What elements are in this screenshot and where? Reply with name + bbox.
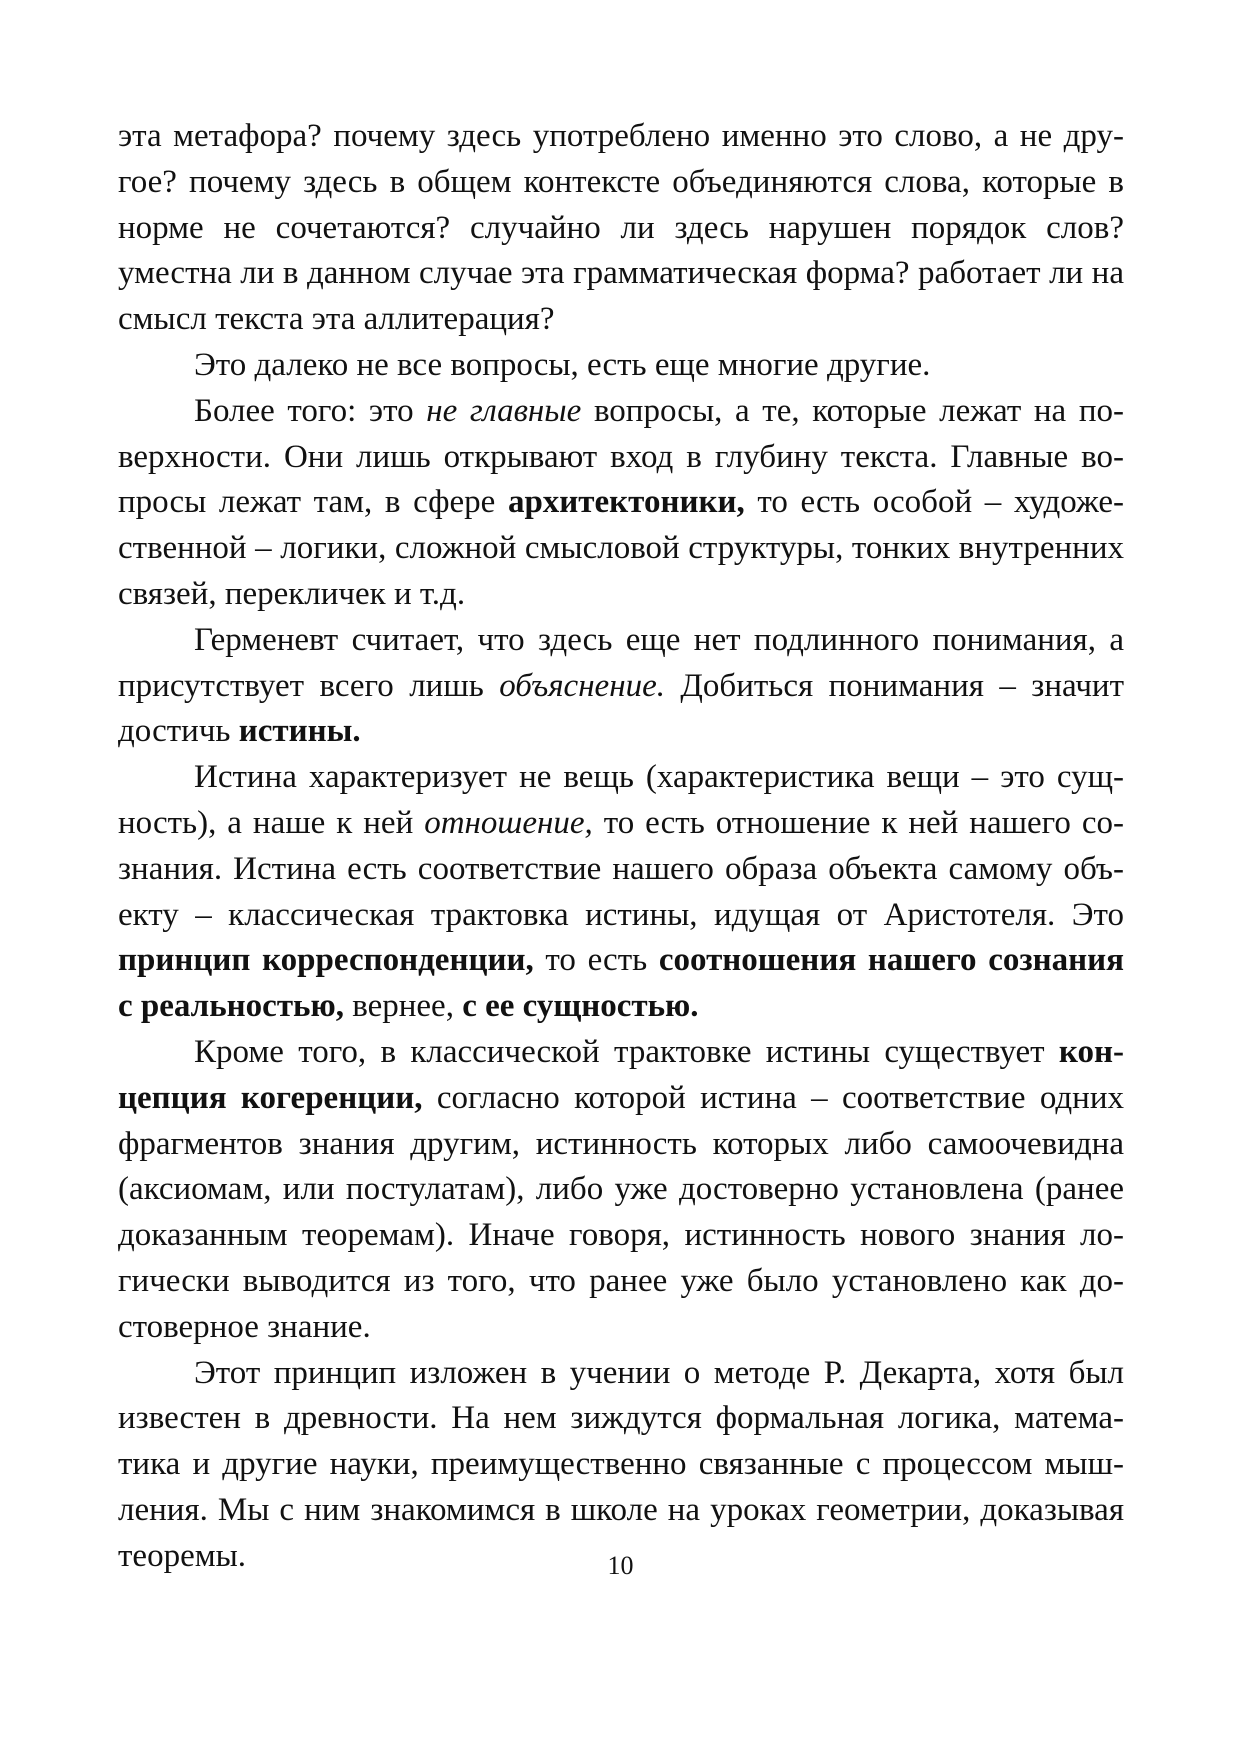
paragraph-6-bold-term: концепция когеренции, [118,1033,1124,1116]
paragraph-4 [118,618,1124,755]
page-number: 10 [607,1551,634,1580]
paragraph-4-text-1: Герменевт считает, что здесь еще нет подлинного понимания, а присутствует всего лишь [118,621,1124,704]
paragraph-5-text-3: то есть [533,942,659,979]
paragraph-3-bold-term: архитектоники, [507,484,745,521]
paragraph-2 [118,343,1124,389]
paragraph-5-bold-term-1: принцип корреспонденции, [118,942,534,979]
paragraph-3-italic-term: не главные [426,392,582,429]
paragraph-3 [118,389,1124,618]
paragraph-5-bold-term-2: соотношения нашего сознания с реальностью, [118,942,1125,1025]
paragraph-4-text-2: Добиться понимания – значит достичь [118,667,1124,750]
paragraph-3-text-3: то есть особой – художественной – логики, сложной смысловой структуры, тонких внутренних связей, перекличек и т.д. [118,484,1124,612]
paragraph-7-text: Этот принцип изложен в учении о методе Р. Декарта, хотя был известен в древности. На нем зиждутся формальная логика, математика и другие науки, преимущественно связанные с процессом мышления. Мы с ним знакомимся в школе на уроках геометрии, доказывая теоремы. [118,1354,1124,1574]
paragraph-5-text-2: то есть отношение к ней нашего сознания. Истина есть соответствие нашего образа объекта самому объекту – классическая трактовка истины, идущая от Аристотеля. Это [118,804,1124,933]
paragraph-6 [118,1030,1124,1351]
paragraph-6-text-1: Кроме того, в классической трактовке истины существует [194,1033,1059,1070]
paragraph-4-bold-term: истины. [238,713,361,750]
paragraph-5 [118,755,1124,1030]
paragraph-5-italic-term: отношение, [424,804,593,841]
paragraph-3-text-1: Более того: это [194,392,427,429]
paragraph-3-text-2: вопросы, а те, которые лежат на поверхности. Они лишь открывают вход в глубину текста. Главные вопросы лежат там, в сфере [118,392,1124,521]
paragraph-5-text-4: вернее, [343,988,463,1025]
paragraph-5-bold-term-3: с ее сущностью. [462,988,699,1025]
paragraph-2-text: Это далеко не все вопросы, есть еще многие другие. [194,346,931,383]
page-body [118,114,1124,1580]
paragraph-1-text: эта метафора? почему здесь употреблено именно это слово, а не другое? почему здесь в общем контексте объединяются слова, которые в норме не сочетаются? случайно ли здесь нарушен порядок слов? уместна ли в данном случае эта грамматическая форма? работает ли на смысл текста эта аллитерация? [118,118,1124,338]
paragraph-4-italic-term: объяснение. [499,667,665,704]
paragraph-5-text-1: Истина характеризует не вещь (характеристика вещи – это сущность), а наше к ней [118,759,1124,841]
paragraph-1 [118,114,1124,343]
paragraph-7 [118,1351,1124,1580]
paragraph-6-text-2: согласно которой истина – соответствие одних фрагментов знания другим, истинность которых либо самоочевидна (аксиомам, или постулатам), либо уже достоверно установлена (ранее доказанным теоремам). Иначе говоря, истинность нового знания логически выводится из того, что ранее уже было установлено как достоверное знание. [118,1079,1124,1345]
